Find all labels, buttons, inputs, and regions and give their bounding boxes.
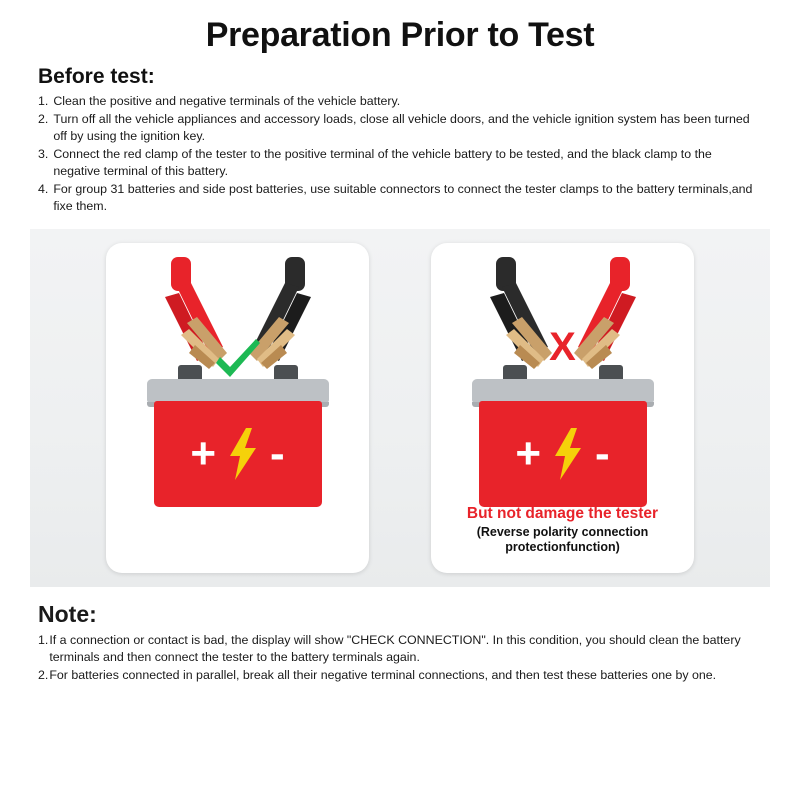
battery-cap (147, 379, 329, 403)
list-item (38, 93, 760, 110)
lightning-bolt-icon (553, 428, 583, 480)
illustration-panel (30, 229, 770, 587)
battery-minus-sign: - (270, 429, 285, 478)
list-item (38, 181, 760, 215)
list-item-number: 1. (38, 633, 49, 647)
note-heading: Note: (38, 601, 97, 627)
list-item-text: Connect the red clamp of the tester to the positive terminal of the vehicle battery to be tested, and the black clamp to the negative terminal of this battery. (53, 147, 712, 178)
list-item (38, 111, 760, 145)
list-item-number: 3. (38, 147, 49, 161)
list-item-text: If a connection or contact is bad, the display will show "CHECK CONNECTION". In this condition, you should clean the battery terminals and then connect the tester to the battery terminals again. (49, 633, 741, 664)
caption-sub-line1: (Reverse polarity connection (476, 525, 649, 539)
list-item-number: 4. (38, 182, 49, 196)
battery-polarity-signs (479, 428, 647, 480)
battery-body (479, 401, 647, 507)
list-item-number: 2. (38, 668, 49, 682)
page-title: Preparation Prior to Test (205, 16, 595, 54)
reverse-polarity-caption (431, 505, 694, 555)
before-test-list (38, 93, 760, 215)
note-list (38, 632, 760, 684)
caption-main-text: But not damage the tester (466, 505, 659, 522)
correct-connection-card (106, 243, 369, 573)
battery-graphic (479, 401, 647, 507)
list-item-text: Clean the positive and negative terminals of the vehicle battery. (53, 94, 401, 108)
list-item (38, 632, 760, 666)
battery-graphic (154, 401, 322, 507)
list-item-text: For batteries connected in parallel, break all their negative terminal connections, and then test these batteries one by one. (49, 668, 717, 682)
battery-plus-sign: + (190, 429, 217, 478)
battery-minus-sign: - (595, 429, 610, 478)
battery-body (154, 401, 322, 507)
battery-plus-sign: + (515, 429, 542, 478)
battery-cap (472, 379, 654, 403)
list-item-number: 2. (38, 112, 49, 126)
list-item-number: 1. (38, 94, 49, 108)
list-item (38, 667, 760, 684)
lightning-bolt-icon (228, 428, 258, 480)
list-item-text: Turn off all the vehicle appliances and accessory loads, close all vehicle doors, and the vehicle ignition system has been turned off by using the ignition key. (53, 112, 750, 143)
caption-sub-line2: protectionfunction) (505, 540, 620, 554)
battery-polarity-signs (154, 428, 322, 480)
list-item (38, 146, 760, 180)
incorrect-connection-card (431, 243, 694, 573)
list-item-text: For group 31 batteries and side post batteries, use suitable connectors to connect the tester clamps to the battery terminals,and fixe them. (53, 182, 753, 213)
cross-mark-icon: X (549, 325, 576, 369)
before-test-heading: Before test: (38, 65, 155, 88)
